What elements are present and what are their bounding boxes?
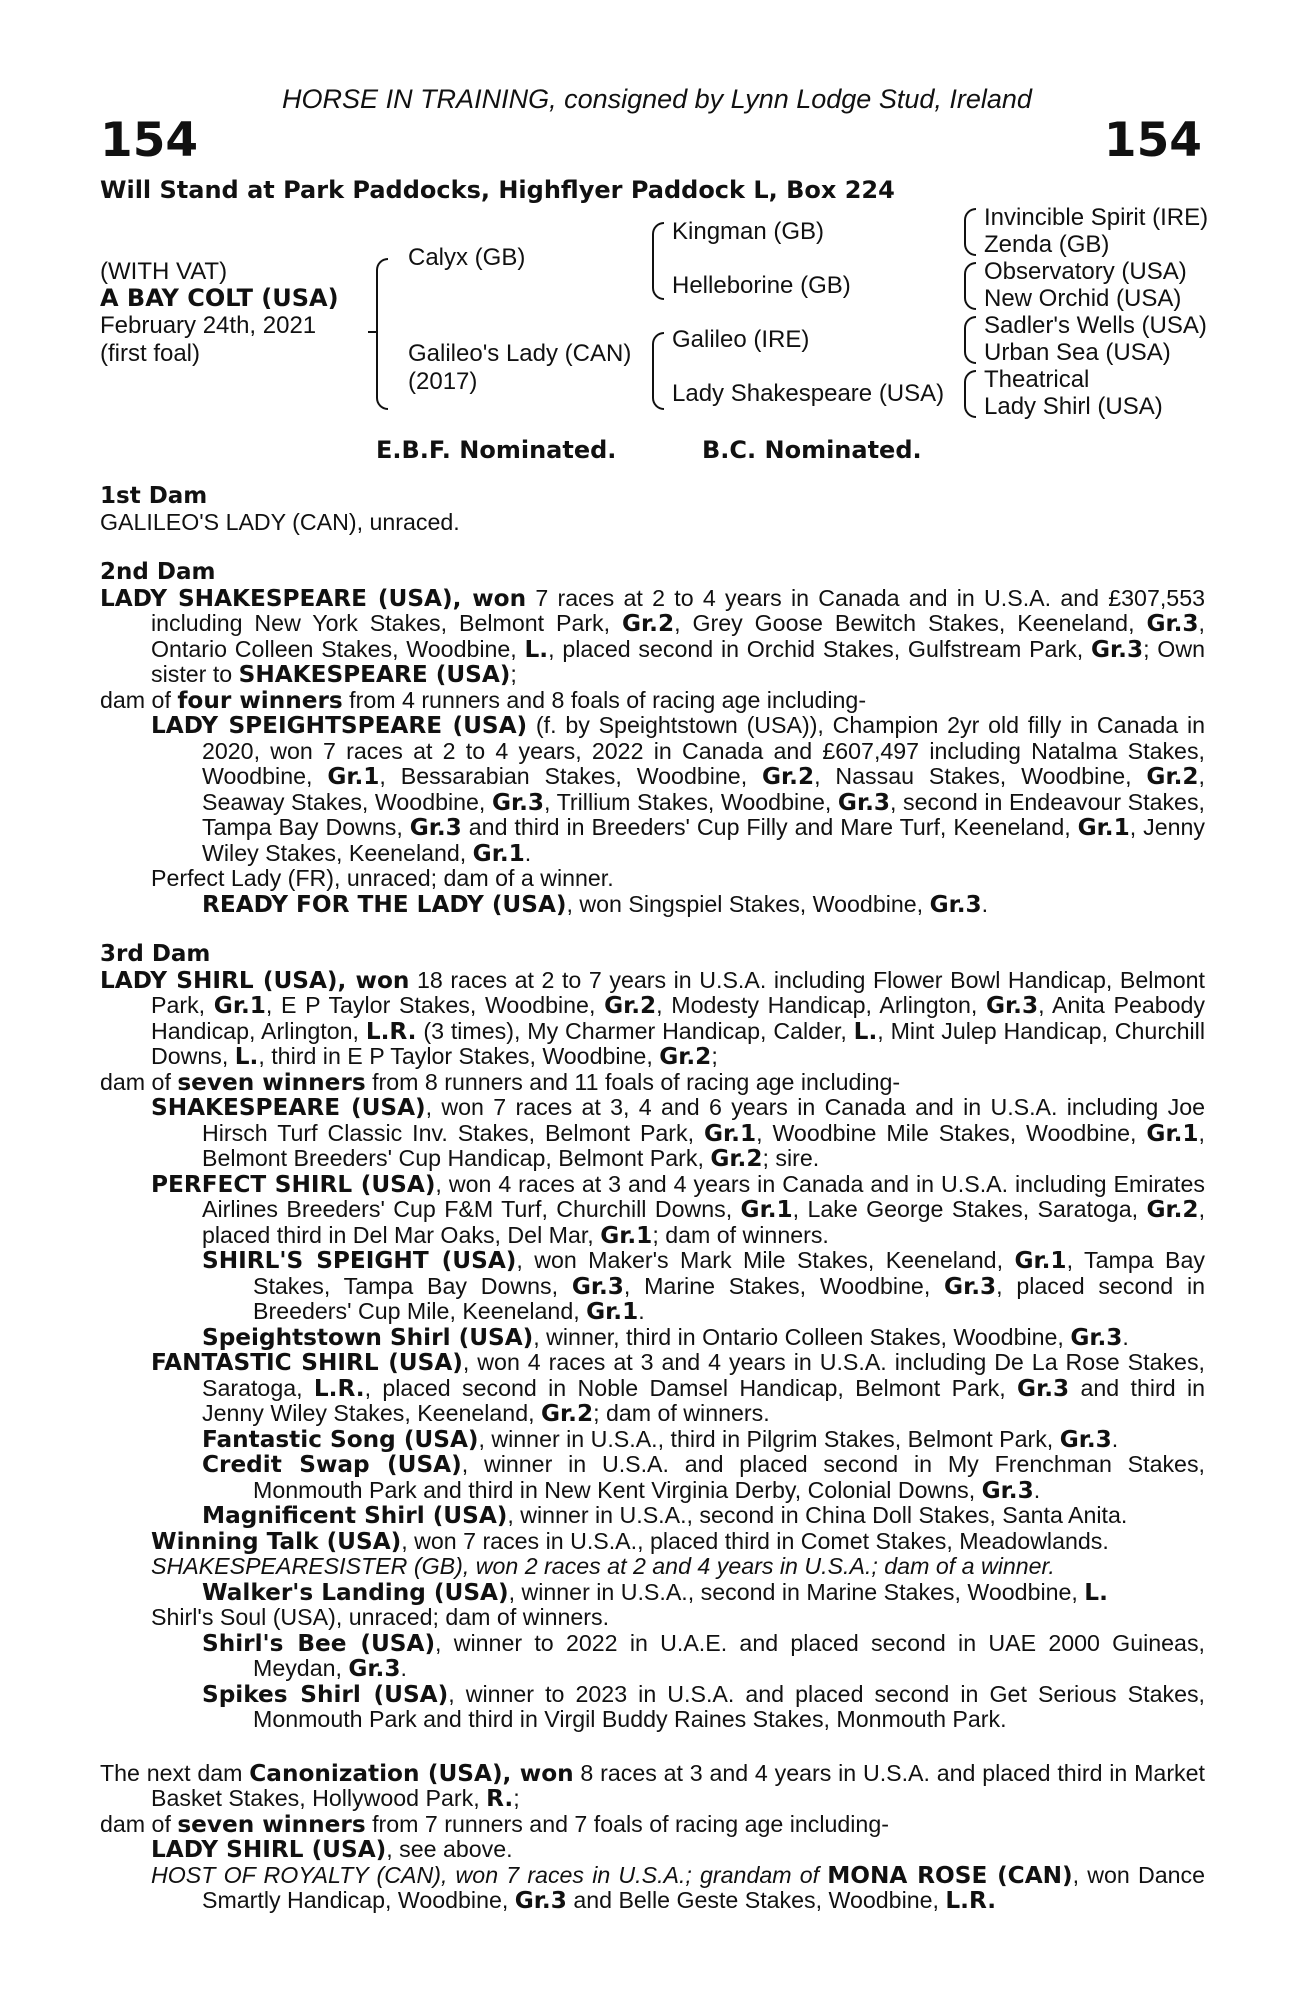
consignment-header: HORSE IN TRAINING, consigned by Lynn Lodge Stud, Ireland [282,84,1032,114]
pedigree-brace-tip [368,331,376,333]
dam-sire: Galileo (IRE) [672,326,810,353]
produce-entry: Walker's Landing (USA), winner in U.S.A., second in Marine Stakes, Woodbine, L. [202,1578,1108,1606]
first-foal-note: (first foal) [100,340,201,367]
pedigree-brace [964,208,976,256]
vat-note: (WITH VAT) [100,258,228,285]
produce-entry: Shirl's Bee (USA), winner to 2022 in U.A.E. and placed second in UAE 2000 Guineas, Meydan, Gr.3. [202,1629,1205,1682]
first-dam-title: 1st Dam [100,483,208,509]
pedigree-gen3: Observatory (USA) [984,258,1187,285]
dam-year: (2017) [408,368,478,395]
produce-entry: FANTASTIC SHIRL (USA), won 4 races at 3 and 4 years in U.S.A. including De La Rose Stakes, Saratoga, L.R., placed second in Noble Damsel Handicap, Belmont Park, Gr.3 and third in Jenny Wiley Stakes, Keeneland, Gr.2; dam of winners. [151,1349,1206,1427]
horse-name: A BAY COLT (USA) [100,284,339,312]
pedigree-gen3: Invincible Spirit (IRE) [984,204,1209,231]
produce-entry: LADY SHIRL (USA), see above. [151,1836,513,1863]
pedigree-gen3: Lady Shirl (USA) [984,393,1163,420]
produce-entry: Credit Swap (USA), winner in U.S.A. and placed second in My Frenchman Stakes, Monmouth Park and third in New Kent Virginia Derby, Colonial Downs, Gr.3. [202,1451,1205,1504]
produce-entry: SHIRL'S SPEIGHT (USA), won Maker's Mark Mile Stakes, Keeneland, Gr.1, Tampa Bay Stakes, Tampa Bay Downs, Gr.3, Marine Stakes, Woodbine, Gr.3, placed second in Breeders' Cup Mile, Keeneland, Gr.1. [202,1247,1205,1325]
pedigree-gen3: New Orchid (USA) [984,285,1182,312]
pedigree-brace [964,262,976,310]
third-dam-title: 3rd Dam [100,941,211,967]
produce-entry: HOST OF ROYALTY (CAN), won 7 races in U.S.A.; grandam of MONA ROSE (CAN), won Dance Smartly Handicap, Woodbine, Gr.3 and Belle Geste Stakes, Woodbine, L.R. [151,1861,1206,1914]
pedigree-brace [964,316,976,364]
ebf-nominated: E.B.F. Nominated. [376,436,617,464]
next-dam-produce-summary: dam of seven winners from 7 runners and 7 foals of racing age including- [100,1810,889,1838]
lot-number-left: 154 [100,113,199,168]
sire: Calyx (GB) [408,244,526,271]
pedigree-gen3: Theatrical [984,366,1090,393]
second-dam-title: 2nd Dam [100,559,216,585]
dam-dam: Lady Shakespeare (USA) [672,380,945,407]
produce-entry: Spikes Shirl (USA), winner to 2023 in U.S.A. and placed second in Get Serious Stakes, Monmouth Park and third in Virgil Buddy Raines Stakes, Monmouth Park. [202,1680,1205,1732]
sire-dam: Helleborine (GB) [672,272,851,299]
first-dam-text: GALILEO'S LADY (CAN), unraced. [100,508,460,535]
produce-entry: SHAKESPEARESISTER (GB), won 2 races at 2 and 4 years in U.S.A.; dam of a winner. [151,1553,1055,1579]
produce-entry: Magnificent Shirl (USA), winner in U.S.A., second in China Doll Stakes, Santa Anita. [202,1502,1128,1529]
foaling-date: February 24th, 2021 [100,312,317,339]
second-dam-produce-summary: dam of four winners from 4 runners and 8 foals of racing age including- [100,686,867,714]
dam: Galileo's Lady (CAN) [408,340,632,367]
produce-entry: Fantastic Song (USA), winner in U.S.A., third in Pilgrim Stakes, Belmont Park, Gr.3. [202,1425,1119,1453]
sire-sire: Kingman (GB) [672,218,825,245]
third-dam-produce-summary: dam of seven winners from 8 runners and 11 foals of racing age including- [100,1068,901,1096]
produce-entry: LADY SPEIGHTSPEARE (USA) (f. by Speightstown (USA)), Champion 2yr old filly in Canada in 2020, won 7 races at 2 to 4 years, 2022 in Canada and £607,497 including Natalma Stakes, Woodbine, Gr.1, Bessarabian Stakes, Woodbine, Gr.2, Nassau Stakes, Woodbine, Gr.2, Seaway Stakes, Woodbine, Gr.3, Trillium Stakes, Woodbine, Gr.3, second in Endeavour Stakes, Tampa Bay Downs, Gr.3 and third in Breeders' Cup Filly and Mare Turf, Keeneland, Gr.1, Jenny Wiley Stakes, Keeneland, Gr.1. [151,712,1205,867]
produce-entry: Speightstown Shirl (USA), winner, third in Ontario Colleen Stakes, Woodbine, Gr.3. [202,1323,1129,1351]
pedigree-brace [964,370,976,418]
pedigree-brace [376,258,388,410]
produce-entry: SHAKESPEARE (USA), won 7 races at 3, 4 and 6 years in Canada and in U.S.A. including Joe Hirsch Turf Classic Inv. Stakes, Belmont Park, Gr.1, Woodbine Mile Stakes, Woodbine, Gr.1, Belmont Breeders' Cup Handicap, Belmont Park, Gr.2; sire. [151,1094,1205,1172]
second-dam-record: LADY SHAKESPEARE (USA), won 7 races at 2 to 4 years in Canada and in U.S.A. and £307,553 including New York Stakes, Belmont Park, Gr.2, Grey Goose Bewitch Stakes, Keeneland, Gr.3, Ontario Colleen Stakes, Woodbine, L., placed second in Orchid Stakes, Gulfstream Park, Gr.3; Own sister to SHAKESPEARE (USA); [100,584,1205,688]
lot-number-right: 154 [1103,113,1202,168]
pedigree-gen3: Sadler's Wells (USA) [984,312,1207,339]
bc-nominated: B.C. Nominated. [702,436,922,464]
next-dam-record: The next dam Canonization (USA), won 8 races at 3 and 4 years in U.S.A. and placed third in Market Basket Stakes, Hollywood Park, R.; [100,1759,1205,1812]
third-dam-record: LADY SHIRL (USA), won 18 races at 2 to 7 years in U.S.A. including Flower Bowl Handicap, Belmont Park, Gr.1, E P Taylor Stakes, Woodbine, Gr.2, Modesty Handicap, Arlington, Gr.3, Anita Peabody Handicap, Arlington, L.R. (3 times), My Charmer Handicap, Calder, L., Mint Julep Handicap, Churchill Downs, L., third in E P Taylor Stakes, Woodbine, Gr.2; [100,966,1206,1070]
pedigree-brace [652,222,664,300]
produce-entry: READY FOR THE LADY (USA), won Singspiel Stakes, Woodbine, Gr.3. [202,890,989,918]
produce-entry: Perfect Lady (FR), unraced; dam of a winner. [151,865,614,891]
stand-location: Will Stand at Park Paddocks, Highflyer Paddock L, Box 224 [100,176,895,204]
pedigree-brace [652,332,664,410]
pedigree-gen3: Urban Sea (USA) [984,339,1171,366]
produce-entry: Shirl's Soul (USA), unraced; dam of winners. [151,1604,610,1630]
pedigree-gen3: Zenda (GB) [984,231,1110,258]
produce-entry: PERFECT SHIRL (USA), won 4 races at 3 and 4 years in Canada and in U.S.A. including Emirates Airlines Breeders' Cup F&M Turf, Churchill Downs, Gr.1, Lake George Stakes, Saratoga, Gr.2, placed third in Del Mar Oaks, Del Mar, Gr.1; dam of winners. [151,1170,1206,1249]
pedigree-notes [100,484,1205,1914]
produce-entry: Winning Talk (USA), won 7 races in U.S.A., placed third in Comet Stakes, Meadowlands. [151,1527,1109,1555]
